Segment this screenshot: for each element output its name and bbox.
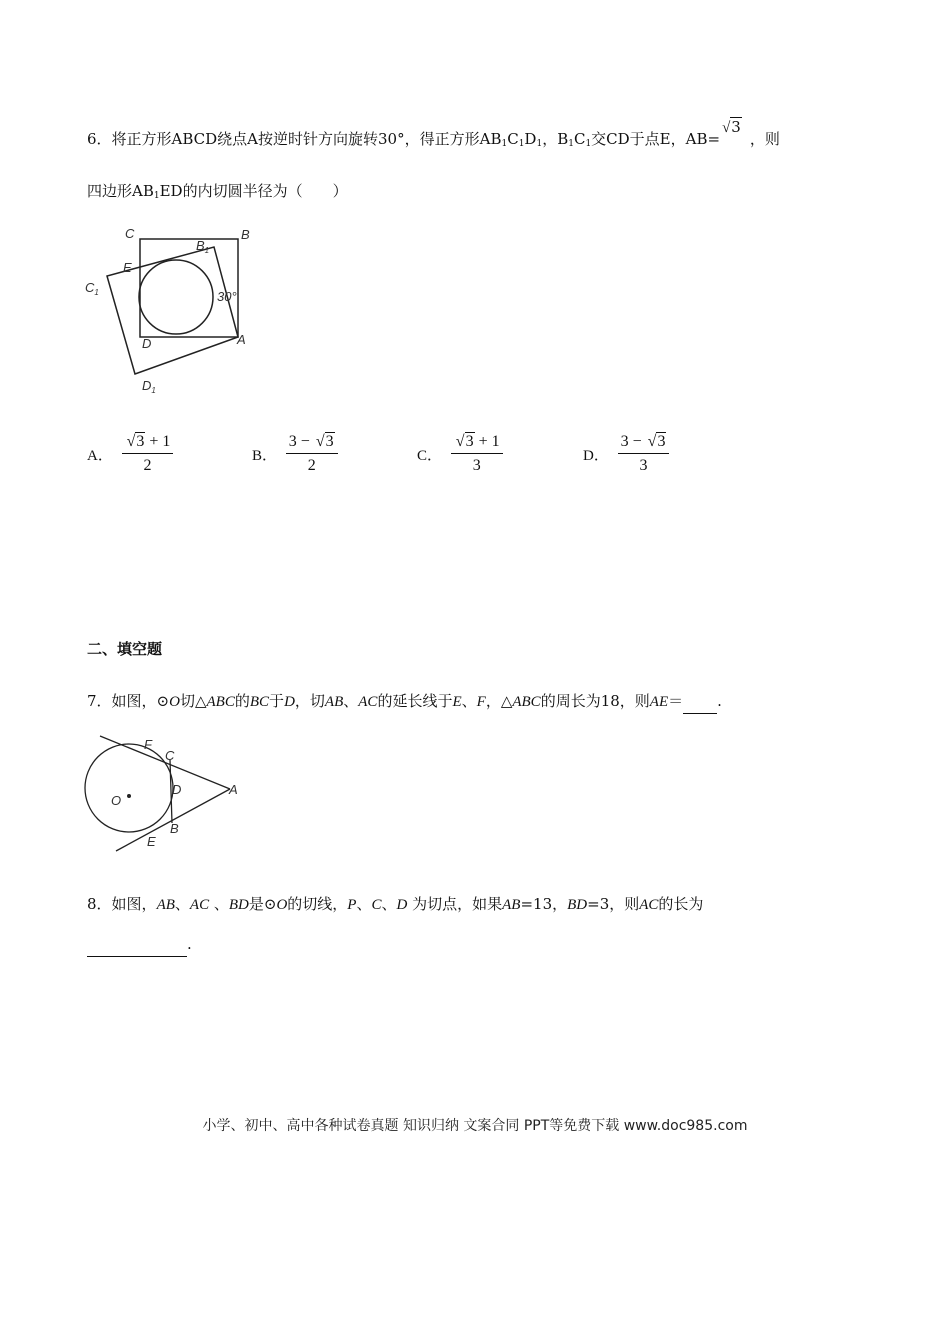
denominator: 3 — [639, 457, 648, 474]
numerator-rest: + 1 — [478, 433, 500, 450]
q8-text: 、 — [174, 895, 190, 913]
label-d: D — [142, 336, 152, 351]
q6-text: 交CD于点E，AB= — [591, 130, 721, 148]
numerator-prefix: 3 − — [288, 433, 314, 450]
q7-var: F — [476, 694, 486, 710]
tangent-line-ae — [116, 789, 230, 851]
q8-var: AB — [502, 897, 521, 913]
sqrt-radicand: 3 — [465, 433, 474, 450]
q6-text: 四边形AB — [87, 182, 154, 200]
fraction: $\frac{3 - √3}{2}$ — [286, 434, 338, 474]
q7-var: ABC — [512, 694, 541, 710]
q7-text: . — [717, 692, 722, 710]
q8-text: 、 — [209, 895, 229, 913]
label-e: E — [123, 260, 132, 275]
label-e: E — [147, 834, 156, 849]
label-b: B — [241, 227, 250, 242]
denominator: 2 — [143, 457, 152, 474]
q8-var: P — [347, 897, 357, 913]
subscript: 1 — [536, 139, 543, 149]
q8-text: 为切点，如果 — [407, 895, 503, 913]
circle-o — [85, 744, 173, 832]
option-c[interactable] — [417, 434, 503, 474]
q8-text: 的长为 — [658, 895, 704, 913]
option-label: A． — [87, 447, 113, 464]
q6-line2 — [87, 180, 348, 201]
q8-text: 、 — [356, 895, 372, 913]
q7-text: 、 — [343, 692, 359, 710]
incircle — [139, 260, 213, 334]
q6-figure — [80, 222, 260, 402]
q7-text: 于 — [269, 692, 285, 710]
label-d: D — [172, 782, 182, 797]
q8-text: =13， — [520, 895, 568, 913]
denominator: 2 — [307, 457, 316, 474]
q8-text: 、 — [381, 895, 397, 913]
label-d1: $D_1$ — [142, 378, 156, 395]
q8-line2 — [87, 935, 192, 957]
q6-text: C — [507, 130, 519, 148]
section-heading: 二、填空题 — [87, 640, 163, 658]
q7-text: 的 — [234, 692, 250, 710]
fraction: $\frac{√3 + 1}{2}$ — [122, 434, 174, 474]
label-c1: $C_1$ — [85, 280, 99, 297]
numerator-prefix: 3 − — [620, 433, 646, 450]
sqrt-radicand: 3 — [325, 433, 334, 450]
q8-number: 8． — [87, 895, 112, 913]
answer-blank[interactable] — [87, 938, 187, 957]
q7-text: 切△ — [179, 692, 207, 710]
sqrt-expression: √3 — [722, 118, 741, 136]
option-d[interactable] — [583, 434, 669, 474]
q7-figure — [80, 730, 250, 860]
q7-text: ，△ — [485, 692, 513, 710]
option-a[interactable] — [87, 434, 173, 474]
label-b: B — [170, 821, 179, 836]
q8-var: AB — [156, 897, 175, 913]
q7-text: ，切 — [294, 692, 325, 710]
q8-text: =3，则 — [587, 895, 640, 913]
q8-var: O — [276, 897, 288, 913]
q8-var: AC — [639, 897, 659, 913]
label-b1: $B_1$ — [196, 238, 210, 255]
sqrt-radicand: 3 — [731, 118, 741, 136]
option-label: B． — [252, 447, 278, 464]
q8-var: D — [396, 897, 408, 913]
subscript: 1 — [518, 139, 525, 149]
label-angle: 30° — [217, 289, 237, 304]
footer-text: 小学、初中、高中各种试卷真题 知识归纳 文案合同 PPT等免费下载 www.doc985.com — [202, 1118, 748, 1134]
q6-text: 将正方形ABCD绕点A按逆时针方向旋转30°，得正方形AB — [111, 130, 502, 148]
q8-line1 — [87, 893, 703, 914]
q7-var: ABC — [206, 694, 235, 710]
q8-text: 如图， — [111, 895, 157, 913]
answer-blank[interactable] — [683, 695, 717, 714]
denominator: 3 — [472, 457, 481, 474]
q6-number: 6． — [87, 130, 112, 148]
subscript: 1 — [153, 191, 160, 201]
q6-line1 — [87, 118, 780, 149]
label-o: O — [111, 793, 122, 808]
subscript: 1 — [568, 139, 574, 149]
q6-text: D — [524, 130, 537, 148]
q7-var: D — [284, 694, 295, 710]
fraction: $\frac{3 - √3}{3}$ — [618, 434, 670, 474]
q6-text: ，则 — [749, 130, 780, 148]
q7-var: BC — [249, 694, 270, 710]
q7-text: 的延长线于 — [377, 692, 453, 710]
q8-var: BD — [228, 897, 249, 913]
label-a: A — [237, 332, 246, 347]
q7-text: ＝ — [668, 692, 684, 710]
fraction: $\frac{√3 + 1}{3}$ — [451, 434, 503, 474]
q7-text: 的周长为18，则 — [540, 692, 650, 710]
q6-text: ED的内切圆半径为（ ） — [159, 182, 348, 200]
label-f: F — [144, 737, 152, 752]
label-c: C — [165, 748, 175, 763]
q7-number: 7． — [87, 692, 112, 710]
q8-var: AC — [189, 897, 210, 913]
q8-var: BD — [567, 897, 588, 913]
q8-var: C — [371, 897, 382, 913]
center-point — [127, 794, 131, 798]
label-a: A — [229, 782, 238, 797]
q8-text: . — [187, 935, 192, 953]
q7-text: 、 — [461, 692, 477, 710]
q7-var: AC — [358, 694, 378, 710]
option-label: C． — [417, 447, 443, 464]
q8-text: 是⊙ — [248, 895, 277, 913]
q7-text: 如图，⊙ — [111, 692, 170, 710]
numerator-rest: + 1 — [149, 433, 171, 450]
q7-var: E — [452, 694, 462, 710]
subscript: 1 — [501, 139, 508, 149]
q6-text: C — [573, 130, 586, 148]
q7-var: AB — [324, 694, 344, 710]
q6-text: ，B — [542, 130, 569, 148]
q7-var: AE — [649, 694, 669, 710]
subscript: 1 — [585, 139, 592, 149]
q7-var: O — [169, 694, 180, 710]
option-b[interactable] — [252, 434, 338, 474]
label-c: C — [125, 226, 135, 241]
option-label: D． — [583, 447, 609, 464]
q7-line — [87, 690, 722, 714]
sqrt-radicand: 3 — [136, 433, 145, 450]
q8-text: 的切线， — [287, 895, 348, 913]
sqrt-radicand: 3 — [657, 433, 666, 450]
